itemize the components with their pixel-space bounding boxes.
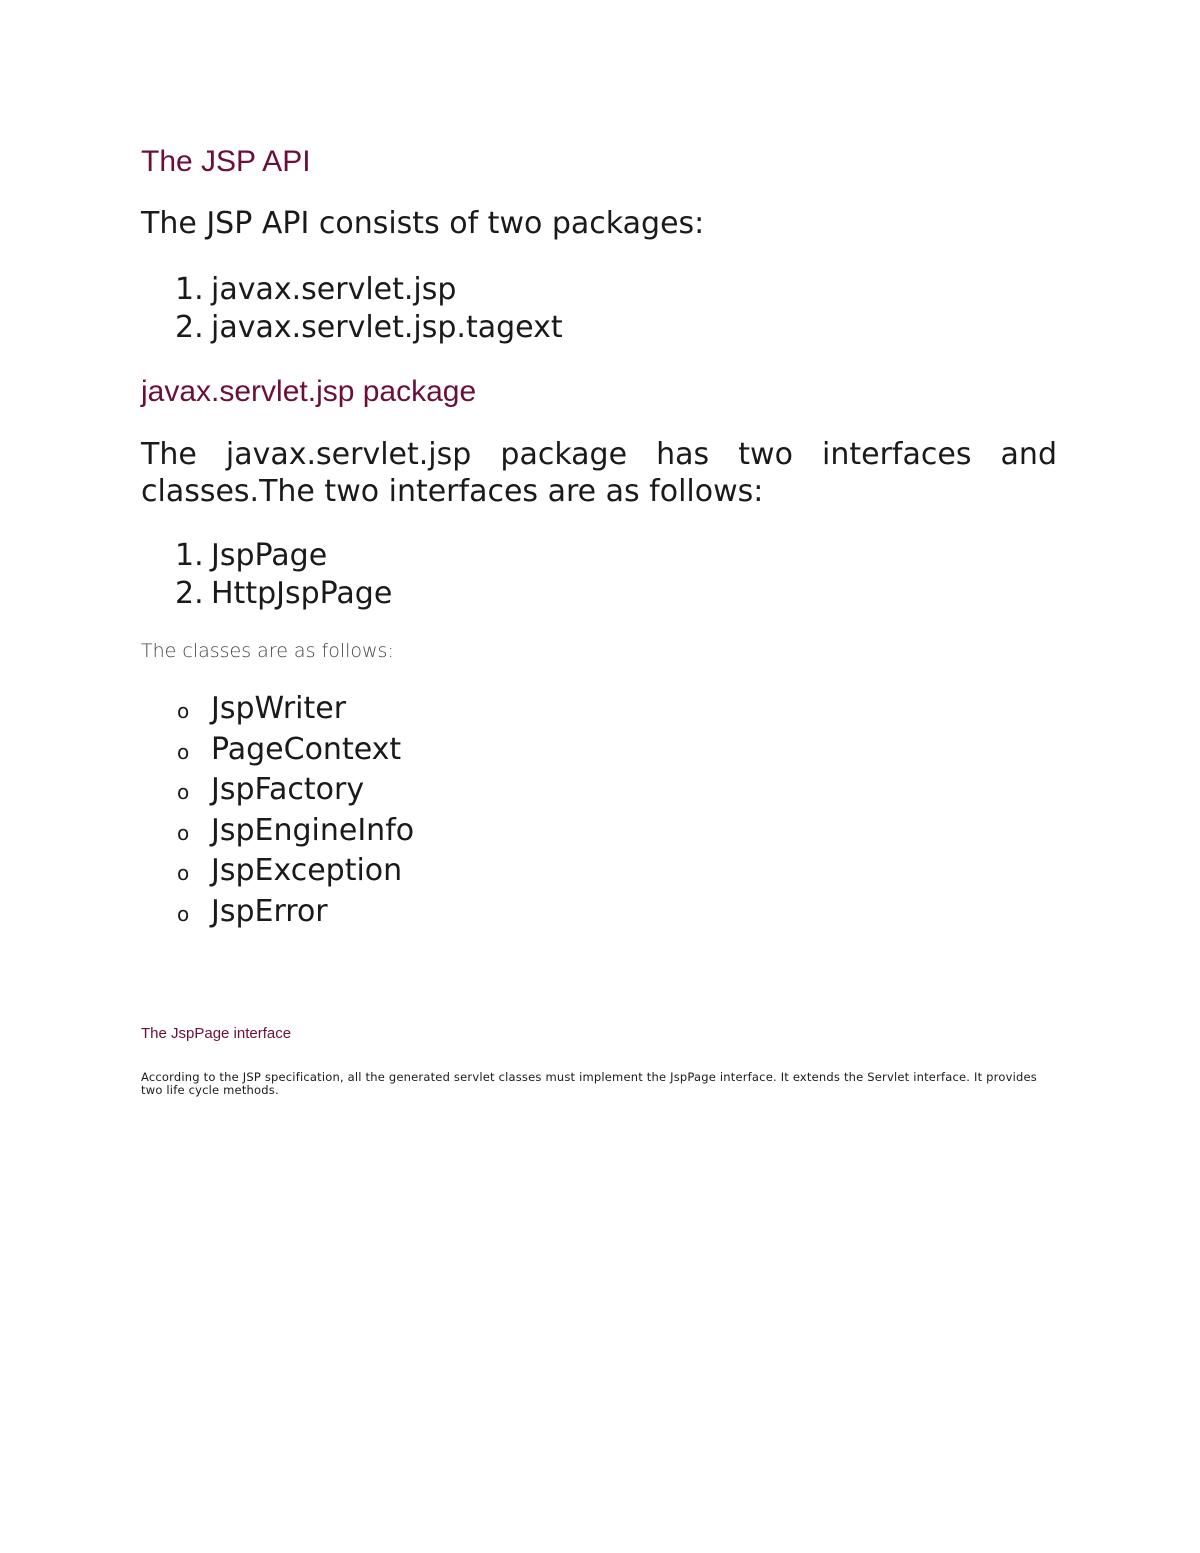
bullet-icon: o [177,861,190,886]
package-label: javax.servlet.jsp.tagext [211,310,563,345]
body-paragraph: According to the JSP specification, all the generated servlet classes must implement the JspPage interface. It extends the Servlet interface. It provides two life cycle methods. [141,1070,1037,1097]
list-item [141,537,392,575]
list-item [141,689,414,730]
interface-label: HttpJspPage [211,576,393,611]
classes-list [141,689,414,933]
class-label: JspException [211,853,403,889]
list-item [141,892,414,933]
bullet-icon: o [177,739,190,764]
bullet-icon: o [177,780,190,805]
list-item [141,271,563,309]
subheading: The JspPage interface [141,1025,292,1042]
list-item [141,309,563,347]
package-label: javax.servlet.jsp [211,272,457,307]
class-label: PageContext [211,731,402,767]
intro-paragraph: The JSP API consists of two packages: [141,206,705,241]
list-item [141,770,414,811]
class-label: JspFactory [211,772,365,808]
class-label: JspWriter [211,691,347,726]
list-item [141,851,414,892]
classes-intro: The classes are as follows: [141,640,394,662]
list-number: 1. [175,538,204,573]
list-number: 2. [175,576,204,611]
list-item [141,730,414,771]
section-paragraph: The javax.servlet.jsp package has two interfaces and classes.The two interfaces are as follows: [141,437,1057,509]
page-title: The JSP API [141,145,311,178]
list-number: 1. [175,272,204,307]
interfaces-list [141,537,392,613]
packages-list [141,271,563,347]
class-label: JspError [211,893,328,929]
section-heading: javax.servlet.jsp package [141,375,477,408]
interface-label: JspPage [211,538,328,573]
bullet-icon: o [177,901,190,926]
class-label: JspEngineInfo [211,812,415,848]
list-item [141,811,414,852]
bullet-icon: o [177,699,190,723]
list-number: 2. [175,310,204,345]
bullet-icon: o [177,820,190,845]
list-item [141,575,392,613]
